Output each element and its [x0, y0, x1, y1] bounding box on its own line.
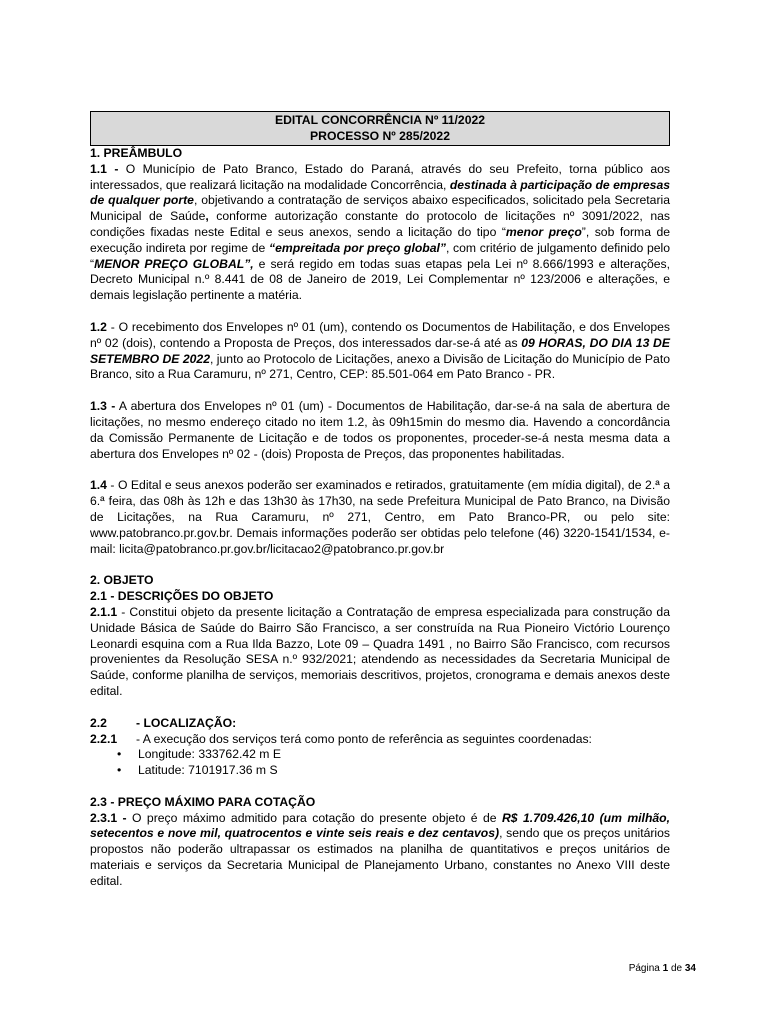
paragraph-2-3-1: 2.3.1 - O preço máximo admitido para cotação do presente objeto é de R$ 1.709.426,10 (um milhão, setecentos e nove mil, quatrocentos e vinte seis reais e dez centavos), sendo que os preços unitários propostos não poderão ultrapassar os estimados na planilha de quantitativos e preços unitários de materiais e serviços da Secretaria Municipal de Planejamento Urbano, constantes no Anexo VIII deste edital.	[90, 810, 670, 888]
item-number: 2.1.1	[90, 604, 118, 619]
page-footer: Página 1 de 34	[628, 963, 696, 974]
paragraph-1-1: 1.1 - O Município de Pato Branco, Estado do Paraná, através do seu Prefeito, torna público aos interessados, que realizará licitação na modalidade Concorrência, destinada à participação de empresas de qualquer porte, objetivando a contratação de serviços abaixo especificados, solicitado pela Secretaria Municipal de Saúde, conforme autorização constante do protocolo de licitações nº 3091/2022, nas condições fixadas neste Edital e seus anexos, sendo a licitação do tipo “menor preço”, sob forma de execução indireta por regime de “empreitada por preço global”, com critério de julgamento definido pelo “MENOR PREÇO GLOBAL”, e será regido em todas suas etapas pela Lei nº 8.666/1993 e alterações, Decreto Municipal n.º 8.441 de 08 de Janeiro de 2019, Lei Complementar nº 123/2006 e alterações, e demais legislação pertinente a matéria.	[90, 161, 671, 303]
list-item: • Latitude: 7101917.36 m S	[138, 763, 670, 779]
list-item: • Longitude: 333762.42 m E	[138, 747, 670, 763]
paragraph-1-3: 1.3 - A abertura dos Envelopes nº 01 (um) - Documentos de Habilitação, dar-se-á na sala de abertura de licitações, no mesmo endereço citado no item 1.2, às 09h15min do mesmo dia. Havendo a concordância da Comissão Permanente de Licitação e de todos os proponentes, proceder-se-á nesta mesma data a abertura dos Envelopes nº 02 - (dois) Proposta de Preços, das proponentes habilitadas.	[90, 399, 671, 461]
document-page	[90, 111, 670, 890]
paragraph-2-1-1: 2.1.1 - Constitui objeto da presente licitação a Contratação de empresa especializada para construção da Unidade Básica de Saúde do Bairro São Francisco, a ser construída na Rua Pioneiro Victório Lourenço Leonardi esquina com a Rua Ilda Bazzo, Lote 09 – Quadra 1491 , no Bairro São Francisco, com recursos provenientes da Resolução SESA n.º 932/2021; atendendo as necessidades da Secretaria Municipal de Saúde, conforme planilha de serviços, memoriais descritivos, projetos, cronograma e demais anexos deste edital.	[90, 604, 670, 698]
paragraph-1-4: 1.4 - O Edital e seus anexos poderão ser examinados e retirados, gratuitamente (em mídia digital), de 2.ª a 6.ª feira, das 08h às 12h e das 13h30 às 17h30, na sede Prefeitura Municipal de Pato Branco, na Divisão de Licitações, na Rua Caramuru, nº 271, Centro, em Pato Branco-PR, ou pelo site: www.patobranco.pr.gov.br. Demais informações poderão ser obtidas pelo telefone (46) 3220-1541/1534, e-mail: licita@patobranco.pr.gov.br/licitacao2@patobranco.pr.gov.br	[90, 478, 670, 556]
item-number: 1.4	[90, 478, 107, 493]
item-number: 1.3 -	[90, 399, 116, 414]
coordinates-list	[90, 747, 670, 779]
subsection-2-1-title: 2.1 - DESCRIÇÕES DO OBJETO	[90, 589, 274, 604]
section-1-title: 1. PREÂMBULO	[90, 146, 183, 160]
paragraph-1-2: 1.2 - O recebimento dos Envelopes nº 01 (um), contendo os Documentos de Habilitação, e dos Envelopes nº 02 (dois), contendo a Proposta de Preços, dos interessados dar-se-á até as 09 HORAS, DO DIA 13 DE SETEMBRO DE 2022, junto ao Protocolo de Licitações, anexo a Divisão de Licitação do Município de Pato Branco, sito a Rua Caramuru, nº 271, Centro, CEP: 85.501-064 em Pato Branco - PR.	[90, 319, 670, 382]
section-2-title: 2. OBJETO	[90, 573, 154, 588]
edital-header	[90, 111, 670, 146]
subsection-2-2-title: 2.2 - LOCALIZAÇÃO:	[90, 715, 237, 730]
process-number: PROCESSO Nº 285/2022	[310, 129, 450, 143]
item-number: 1.1 -	[90, 161, 119, 176]
edital-title: EDITAL CONCORRÊNCIA Nº 11/2022	[274, 113, 486, 127]
subsection-2-3-title: 2.3 - PREÇO MÁXIMO PARA COTAÇÃO	[90, 794, 316, 809]
paragraph-2-2-1: 2.2.1 - A execução dos serviços terá como ponto de referência as seguintes coordenadas:	[90, 731, 592, 746]
item-number: 2.3.1 -	[90, 810, 127, 825]
page-number: 1	[662, 963, 669, 974]
item-number: 1.2	[90, 319, 107, 334]
page-total: 34	[684, 963, 696, 974]
